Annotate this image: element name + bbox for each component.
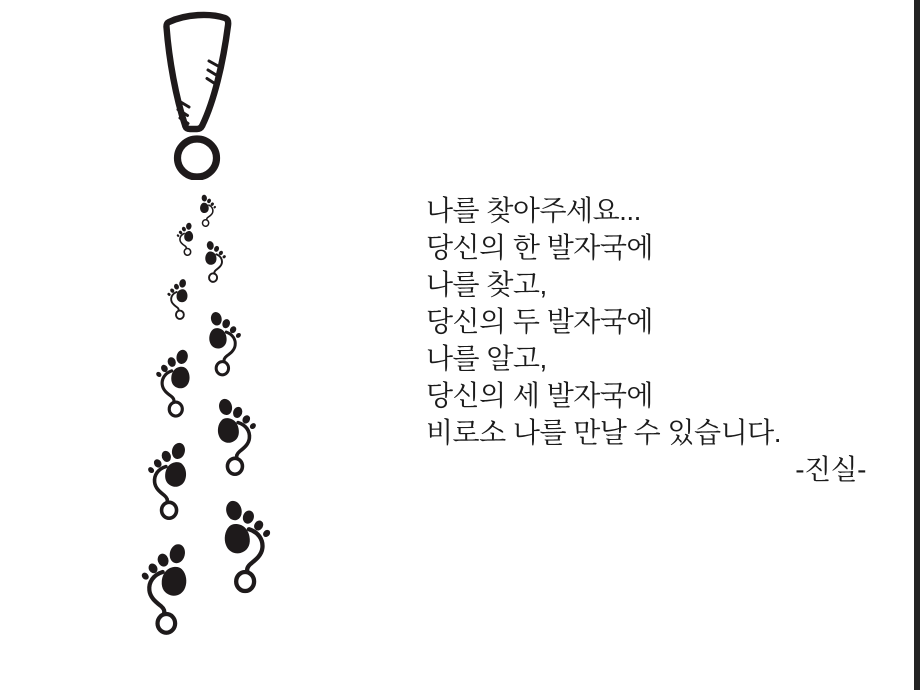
poem-line: 당신의 한 발자국에	[426, 232, 653, 263]
slide-edge-bar	[914, 0, 920, 690]
footprint-left-icon	[144, 440, 191, 522]
footprint-right-icon	[195, 193, 219, 229]
footprint-right-icon	[213, 396, 260, 478]
poem-line: 비로소 나를 만날 수 있습니다.	[426, 417, 781, 448]
poem-line: 당신의 세 발자국에	[426, 380, 653, 411]
footprint-right-icon	[204, 309, 245, 378]
exclamation-mark-icon	[150, 8, 242, 180]
poem-line: 나를 찾아주세요...	[426, 195, 641, 226]
poem-line: 당신의 두 발자국에	[426, 306, 653, 337]
footprint-left-icon	[164, 277, 193, 322]
poem-signature: -진실-	[795, 454, 866, 485]
poem-line: 나를 알고,	[426, 343, 547, 374]
poem-text-block	[426, 192, 866, 488]
footprint-left-icon	[137, 540, 192, 638]
footprint-left-icon	[152, 346, 196, 420]
footprint-left-icon	[173, 221, 198, 258]
poem-line: 나를 찾고,	[426, 269, 547, 300]
footprint-right-icon	[219, 497, 275, 596]
footprint-right-icon	[200, 239, 229, 285]
